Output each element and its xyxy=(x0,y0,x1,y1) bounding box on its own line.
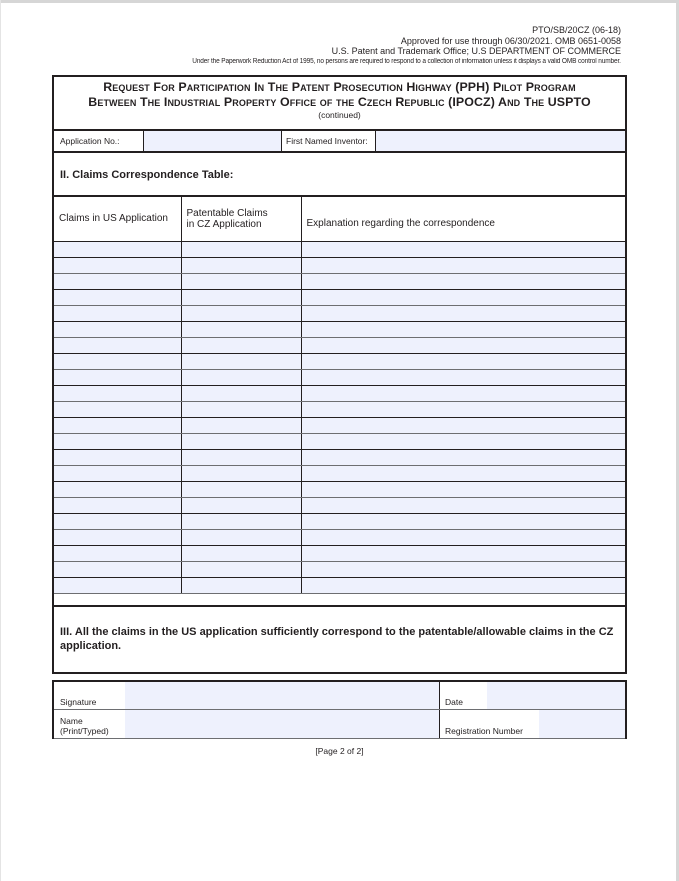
date-field[interactable] xyxy=(487,682,625,709)
table-row xyxy=(54,529,625,545)
explanation-cell[interactable] xyxy=(301,401,625,417)
us-claims-cell[interactable] xyxy=(54,305,181,321)
cz-claims-cell[interactable] xyxy=(181,545,301,561)
explanation-cell[interactable] xyxy=(301,497,625,513)
column-header-explanation: Explanation regarding the correspondence xyxy=(301,197,625,241)
name-label xyxy=(54,710,125,738)
table-row xyxy=(54,353,625,369)
first-named-inventor-label: First Named Inventor: xyxy=(282,131,376,151)
column-header-cz-claims xyxy=(181,197,301,241)
us-claims-cell[interactable] xyxy=(54,561,181,577)
registration-number-field[interactable] xyxy=(539,710,625,738)
us-claims-cell[interactable] xyxy=(54,401,181,417)
explanation-cell[interactable] xyxy=(301,513,625,529)
paperwork-notice: Under the Paperwork Reduction Act of 1995, no persons are required to respond to a collection of information unless it displays a valid OMB control number. xyxy=(192,58,621,65)
claims-correspondence-table xyxy=(54,197,625,594)
table-row xyxy=(54,449,625,465)
cz-claims-cell[interactable] xyxy=(181,273,301,289)
cz-claims-cell[interactable] xyxy=(181,449,301,465)
form-title-line-2: Between The Industrial Property Office of the Czech Republic (IPOCZ) And The USPTO xyxy=(88,95,591,109)
cz-claims-cell[interactable] xyxy=(181,417,301,433)
us-claims-cell[interactable] xyxy=(54,369,181,385)
us-claims-cell[interactable] xyxy=(54,273,181,289)
cz-claims-cell[interactable] xyxy=(181,337,301,353)
us-claims-cell[interactable] xyxy=(54,337,181,353)
name-label-line2: (Print/Typed) xyxy=(60,725,109,736)
date-label: Date xyxy=(445,696,463,707)
name-label-line1: Name xyxy=(60,716,83,726)
cz-claims-cell[interactable] xyxy=(181,577,301,593)
first-named-inventor-field[interactable] xyxy=(376,131,625,151)
table-row xyxy=(54,305,625,321)
signature-label: Signature xyxy=(60,696,97,707)
explanation-cell[interactable] xyxy=(301,369,625,385)
explanation-cell[interactable] xyxy=(301,561,625,577)
cz-claims-cell[interactable] xyxy=(181,433,301,449)
us-claims-cell[interactable] xyxy=(54,385,181,401)
form-number: PTO/SB/20CZ (06-18) xyxy=(532,25,621,35)
column-header-cz-claims-line2: in CZ Application xyxy=(186,218,262,230)
explanation-cell[interactable] xyxy=(301,481,625,497)
us-claims-cell[interactable] xyxy=(54,417,181,433)
claims-table-body xyxy=(54,241,625,593)
explanation-cell[interactable] xyxy=(301,337,625,353)
form-title-box xyxy=(52,75,627,131)
table-row xyxy=(54,433,625,449)
table-row xyxy=(54,241,625,257)
explanation-cell[interactable] xyxy=(301,289,625,305)
table-row xyxy=(54,257,625,273)
explanation-cell[interactable] xyxy=(301,529,625,545)
table-row xyxy=(54,577,625,593)
cz-claims-cell[interactable] xyxy=(181,321,301,337)
page-number: [Page 2 of 2] xyxy=(315,746,364,756)
explanation-cell[interactable] xyxy=(301,545,625,561)
section-3-statement: III. All the claims in the US application sufficiently correspond to the patentable/allowable claims in the CZ application. xyxy=(60,626,614,652)
form-title-line-1: Request For Participation In The Patent Prosecution Highway (PPH) Pilot Program xyxy=(103,80,576,94)
table-row xyxy=(54,369,625,385)
name-field[interactable] xyxy=(125,710,439,738)
us-claims-cell[interactable] xyxy=(54,433,181,449)
us-claims-cell[interactable] xyxy=(54,353,181,369)
signature-row xyxy=(54,682,625,710)
signature-block xyxy=(52,680,627,739)
application-info-row xyxy=(52,129,627,153)
cz-claims-cell[interactable] xyxy=(181,529,301,545)
cz-claims-cell[interactable] xyxy=(181,353,301,369)
explanation-cell[interactable] xyxy=(301,465,625,481)
cz-claims-cell[interactable] xyxy=(181,401,301,417)
table-row xyxy=(54,465,625,481)
cz-claims-cell[interactable] xyxy=(181,561,301,577)
us-claims-cell[interactable] xyxy=(54,481,181,497)
registration-cell xyxy=(439,710,625,738)
application-no-field[interactable] xyxy=(144,131,282,151)
cz-claims-cell[interactable] xyxy=(181,369,301,385)
us-claims-cell[interactable] xyxy=(54,241,181,257)
table-row xyxy=(54,417,625,433)
explanation-cell[interactable] xyxy=(301,257,625,273)
table-header-row xyxy=(54,197,625,241)
section-2-heading: II. Claims Correspondence Table: xyxy=(60,169,234,181)
name-row xyxy=(54,710,625,739)
table-row xyxy=(54,545,625,561)
cz-claims-cell[interactable] xyxy=(181,241,301,257)
registration-number-label: Registration Number xyxy=(445,725,523,736)
us-claims-cell[interactable] xyxy=(54,545,181,561)
claims-correspondence-section xyxy=(52,151,627,606)
us-claims-cell[interactable] xyxy=(54,449,181,465)
cz-claims-cell[interactable] xyxy=(181,465,301,481)
cz-claims-cell[interactable] xyxy=(181,257,301,273)
agency-name: U.S. Patent and Trademark Office; U.S DEPARTMENT OF COMMERCE xyxy=(331,46,621,56)
table-row xyxy=(54,321,625,337)
table-row xyxy=(54,513,625,529)
explanation-cell[interactable] xyxy=(301,241,625,257)
explanation-cell[interactable] xyxy=(301,577,625,593)
explanation-cell[interactable] xyxy=(301,449,625,465)
cz-claims-cell[interactable] xyxy=(181,497,301,513)
application-no-label: Application No.: xyxy=(54,131,144,151)
date-cell xyxy=(439,682,625,709)
omb-approval: Approved for use through 06/30/2021. OMB 0651-0058 xyxy=(400,36,621,46)
us-claims-cell[interactable] xyxy=(54,257,181,273)
claims-statement-section xyxy=(52,605,627,674)
explanation-cell[interactable] xyxy=(301,305,625,321)
explanation-cell[interactable] xyxy=(301,353,625,369)
us-claims-cell[interactable] xyxy=(54,577,181,593)
us-claims-cell[interactable] xyxy=(54,497,181,513)
cz-claims-cell[interactable] xyxy=(181,289,301,305)
us-claims-cell[interactable] xyxy=(54,289,181,305)
table-row xyxy=(54,561,625,577)
cz-claims-cell[interactable] xyxy=(181,385,301,401)
us-claims-cell[interactable] xyxy=(54,529,181,545)
table-row xyxy=(54,289,625,305)
table-row xyxy=(54,497,625,513)
explanation-cell[interactable] xyxy=(301,433,625,449)
explanation-cell[interactable] xyxy=(301,385,625,401)
table-row xyxy=(54,401,625,417)
cz-claims-cell[interactable] xyxy=(181,305,301,321)
cz-claims-cell[interactable] xyxy=(181,481,301,497)
table-row xyxy=(54,337,625,353)
table-row xyxy=(54,481,625,497)
signature-field[interactable] xyxy=(125,682,439,709)
us-claims-cell[interactable] xyxy=(54,465,181,481)
table-row xyxy=(54,385,625,401)
explanation-cell[interactable] xyxy=(301,417,625,433)
column-header-us-claims: Claims in US Application xyxy=(54,197,181,241)
page-top-edge xyxy=(0,0,679,3)
us-claims-cell[interactable] xyxy=(54,321,181,337)
explanation-cell[interactable] xyxy=(301,321,625,337)
us-claims-cell[interactable] xyxy=(54,513,181,529)
column-header-cz-claims-line1: Patentable Claims xyxy=(186,207,268,219)
cz-claims-cell[interactable] xyxy=(181,513,301,529)
explanation-cell[interactable] xyxy=(301,273,625,289)
table-row xyxy=(54,273,625,289)
form-subtitle: (continued) xyxy=(318,110,361,120)
